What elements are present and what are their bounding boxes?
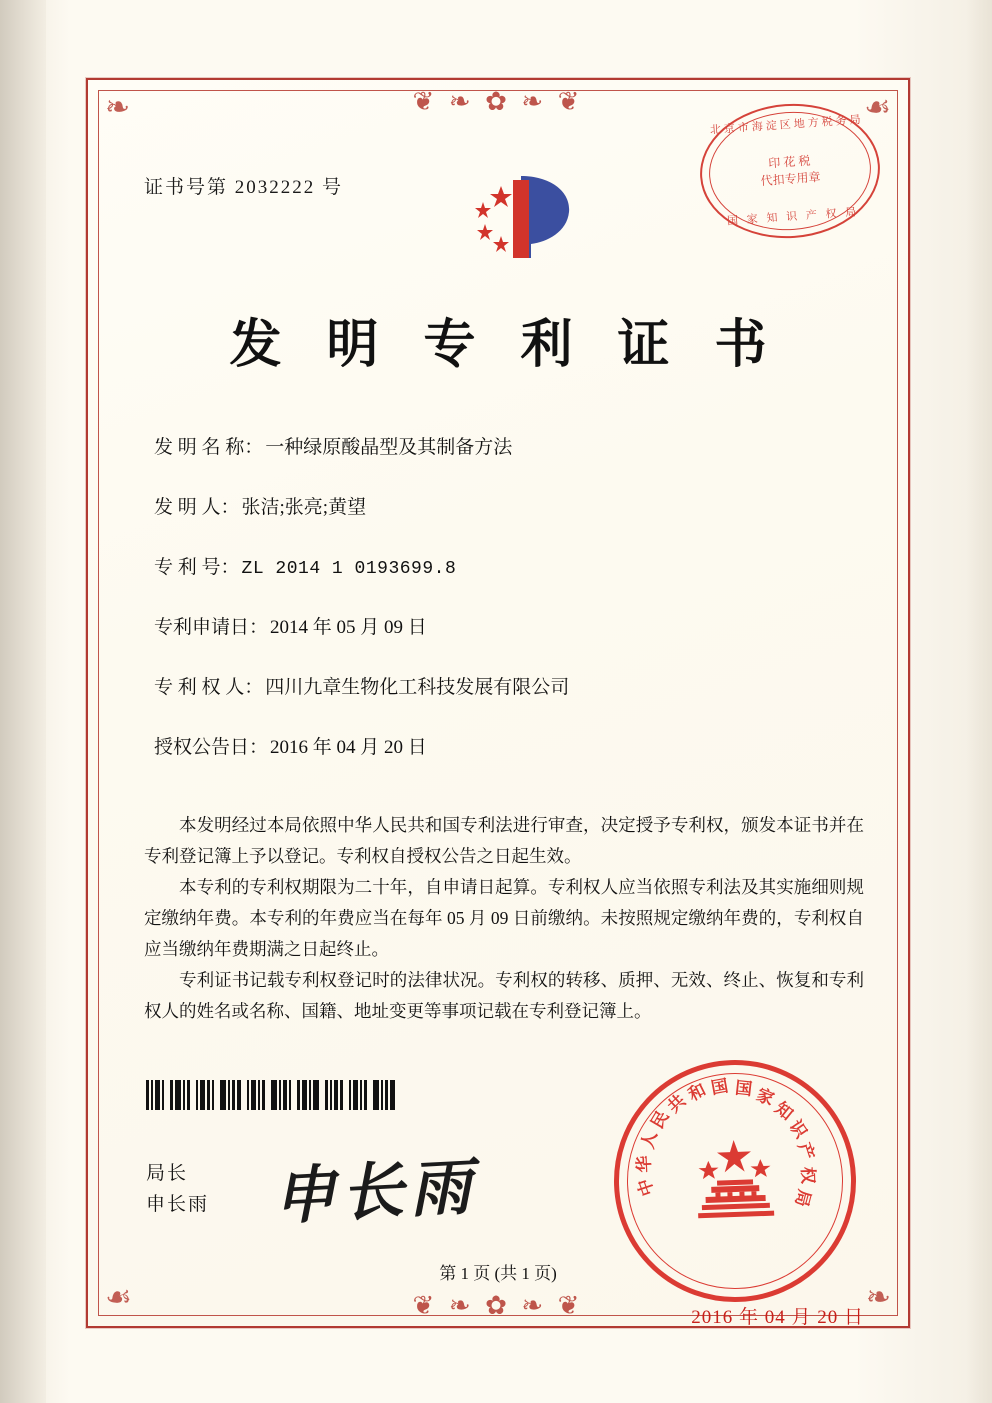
paragraph-2: 本专利的专利权期限为二十年，自申请日起算。专利权人应当依照专利法及其实施细则规定缴纳年费。本专利的年费应当在每年 05 月 09 日前缴纳。未按照规定缴纳年费的，专利权自应当缴纳年费期满之日起终止。 [144,877,864,959]
signature-name: 申长雨 [146,1194,210,1215]
field-label: 授权公告日： [154,737,269,758]
field-label: 发 明 人： [154,497,240,518]
tax-stamp-arc-top: 北京市海淀区地方税务局 [709,113,865,137]
field-label: 专利申请日： [154,617,269,638]
field-label: 发 明 名 称： [154,437,264,458]
field-row [154,672,858,699]
field-value: ZL 2014 1 0193699.8 [241,559,457,579]
field-value: 四川九章生物化工科技发展有限公司 [265,677,570,698]
certificate-number: 证书号第 2032222 号 [144,177,344,198]
document-title: 发 明 专 利 证 书 [229,317,783,374]
cnipa-logo-icon [443,158,593,268]
paragraph-1: 本发明经过本局依照中华人民共和国专利法进行审查，决定授予专利权，颁发本证书并在专利登记簿上予以登记。专利权自授权公告之日起生效。 [144,815,864,866]
page-footer: 第 1 页 (共 1 页) [439,1264,557,1283]
tax-stamp-line1: 印 花 税 [767,153,811,171]
tax-stamp-line2: 代扣专用章 [760,169,821,189]
corner-ornament-top-right-icon: ☙ [864,91,891,124]
corner-ornament-bottom-left-icon: ☙ [105,1281,132,1314]
field-row [154,732,858,759]
field-row [154,432,858,459]
signature-role: 局长 [146,1163,189,1184]
corner-ornament-top-left-icon: ❧ [105,91,131,124]
top-ornament-band-icon: ❦ ❧ ✿ ❧ ❦ [412,87,584,116]
field-row [154,552,858,579]
seal-date: 2016 年 04 月 20 日 [691,1307,864,1328]
signature-block [146,1158,209,1220]
official-seal-arc-text: 中 华 人 民 共 和 国 国 家 知 识 产 权 局 [634,1076,818,1209]
body-text [144,810,864,1027]
field-label: 专 利 号： [154,557,240,578]
handwritten-signature: 申长雨 [271,1153,479,1233]
field-value: 张洁;张亮;黄望 [241,497,367,518]
tax-stamp-seal [696,98,885,244]
field-value: 一种绿原酸晶型及其制备方法 [265,437,513,458]
barcode [146,1080,411,1110]
national-emblem-icon [685,1134,784,1227]
field-list [154,432,858,792]
tax-stamp-arc-bottom: 国 家 知 识 产 权 局 [726,206,860,228]
field-value: 2016 年 04 月 20 日 [270,737,427,758]
field-label: 专 利 权 人： [154,677,264,698]
paragraph-3: 专利证书记载专利权登记时的法律状况。专利权的转移、质押、无效、终止、恢复和专利权人的姓名或名称、国籍、地址变更等事项记载在专利登记簿上。 [144,970,864,1021]
bottom-ornament-band-icon: ❦ ❧ ✿ ❧ ❦ [412,1291,584,1320]
corner-ornament-bottom-right-icon: ❧ [865,1281,891,1314]
field-row [154,612,858,639]
certificate-frame [86,78,910,1328]
field-row [154,492,858,519]
field-value: 2014 年 05 月 09 日 [270,617,427,638]
